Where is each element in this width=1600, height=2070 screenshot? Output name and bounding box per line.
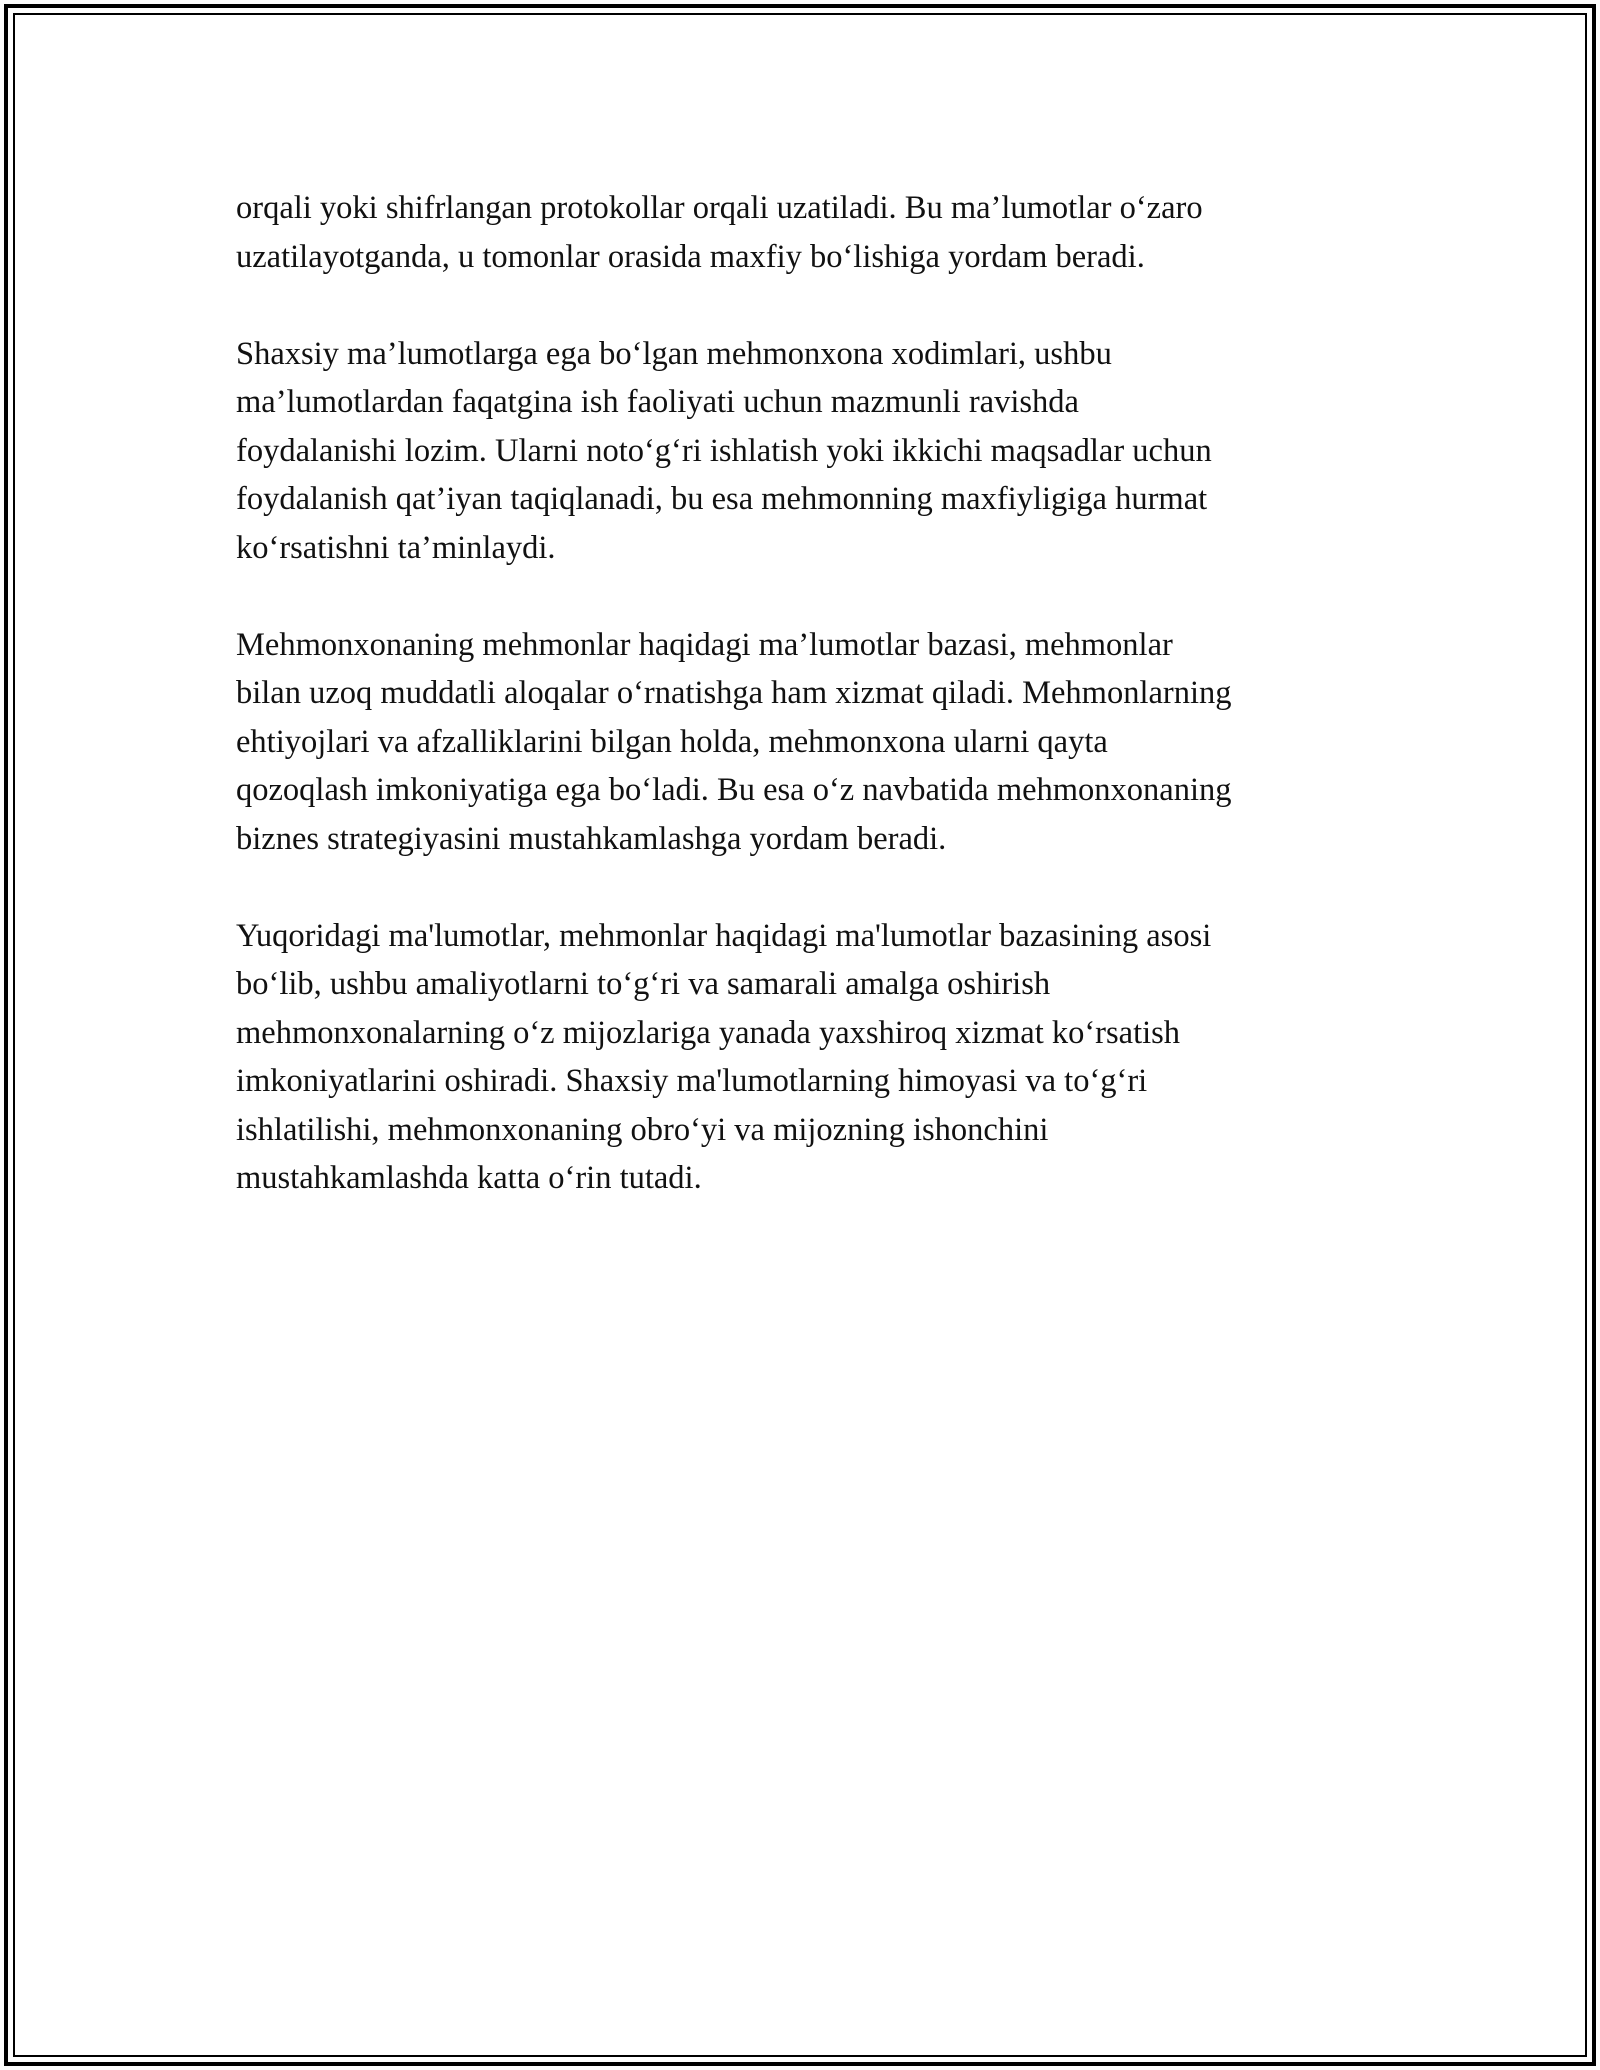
- text-line: mustahkamlashda katta o‘rin tutadi.: [236, 1160, 702, 1196]
- text-line: ma’lumotlardan faqatgina ish faoliyati uchun mazmunli ravishda: [236, 384, 1079, 420]
- document-body: [236, 184, 1376, 1251]
- text-line: bo‘lib, ushbu amaliyotlarni to‘g‘ri va samarali amalga oshirish: [236, 966, 1051, 1002]
- paragraph-4: [236, 912, 1376, 1203]
- text-line: orqali yoki shifrlangan protokollar orqali uzatiladi. Bu ma’lumotlar o‘zaro: [236, 190, 1203, 226]
- text-line: ko‘rsatishni ta’minlaydi.: [236, 529, 556, 566]
- text-line: Mehmonxonaning mehmonlar haqidagi ma’lumotlar bazasi, mehmonlar: [236, 626, 1173, 663]
- text-line: qozoqlash imkoniyatiga ega bo‘ladi. Bu esa o‘z navbatida mehmonxonaning: [236, 772, 1232, 808]
- paragraph-3: [236, 621, 1376, 864]
- paragraph-1: [236, 184, 1376, 281]
- text-line: Shaxsiy ma’lumotlarga ega bo‘lgan mehmonxona xodimlari, ushbu: [236, 335, 1112, 372]
- text-line: imkoniyatlarini oshiradi. Shaxsiy ma'lumotlarning himoyasi va to‘g‘ri: [236, 1063, 1148, 1099]
- text-line: ehtiyojlari va afzalliklarini bilgan holda, mehmonxona ularni qayta: [236, 723, 1108, 760]
- text-line: foydalanish qat’iyan taqiqlanadi, bu esa mehmonning maxfiyligiga hurmat: [236, 481, 1208, 517]
- text-line: Yuqoridagi ma'lumotlar, mehmonlar haqidagi ma'lumotlar bazasining asosi: [236, 917, 1212, 954]
- text-line: bilan uzoq muddatli aloqalar o‘rnatishga ham xizmat qiladi. Mehmonlarning: [236, 675, 1232, 711]
- text-line: ishlatilishi, mehmonxonaning obro‘yi va mijozning ishonchini: [236, 1111, 1049, 1148]
- text-line: foydalanishi lozim. Ularni noto‘g‘ri ishlatish yoki ikkichi maqsadlar uchun: [236, 432, 1212, 469]
- text-line: uzatilayotganda, u tomonlar orasida maxfiy bo‘lishiga yordam beradi.: [236, 238, 1145, 275]
- paragraph-2: [236, 330, 1376, 573]
- text-line: biznes strategiyasini mustahkamlashga yordam beradi.: [236, 820, 947, 857]
- text-line: mehmonxonalarning o‘z mijozlariga yanada yaxshiroq xizmat ko‘rsatish: [236, 1014, 1181, 1051]
